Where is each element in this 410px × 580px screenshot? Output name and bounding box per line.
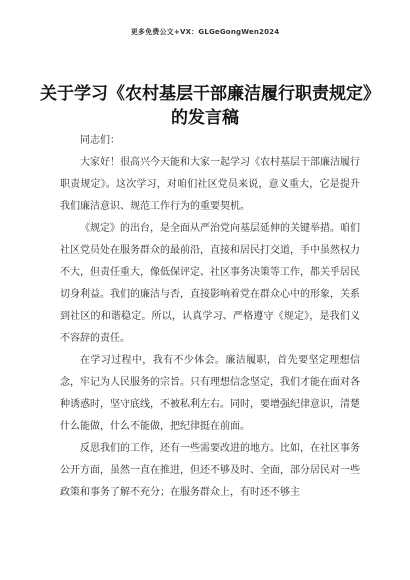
document-body [60,130,360,504]
promo-note: 更多免费公文+VX：GLGeGongWen2024 [130,28,280,36]
paragraph: 《规定》的出台，是全面从严治党向基层延伸的关键举措。咱们社区党员处在服务群众的最前沿，直接和居民打交道，手中虽然权力不大，但责任重大，像低保评定、社区事务决策等工作，都关乎居民切身利益。我们的廉洁与否，直接影响着党在群众心中的形象，关系到社区的和谐稳定。所以，认真学习、严格遵守《规定》，是我们义不容辞的责任。 [60,223,360,344]
paragraph: 大家好！很高兴今天能和大家一起学习《农村基层干部廉洁履行职责规定》。这次学习，对咱们社区党员来说，意义重大，它是提升我们廉洁意识、规范工作行为的重要契机。 [60,157,360,212]
paragraph: 反思我们的工作，还有一些需要改进的地方。比如，在社区事务公开方面，虽然一直在推进，但还不够及时、全面，部分居民对一些政策和事务了解不充分；在服务群众上，有时还不够主 [60,443,360,498]
title-line-2: 的发言稿 [171,108,239,128]
title-line-1: 关于学习《农村基层干部廉洁履行职责规定》 [40,84,380,104]
document-title [40,82,380,130]
greeting: 同志们： [80,135,120,146]
paragraph: 在学习过程中，我有不少体会。廉洁履职，首先要坚定理想信念，牢记为人民服务的宗旨。只有理想信念坚定，我们才能在面对各种诱惑时，坚守底线，不被私利左右。同时，要增强纪律意识，清楚什么能做，什么不能做，把纪律挺在前面。 [60,355,360,432]
